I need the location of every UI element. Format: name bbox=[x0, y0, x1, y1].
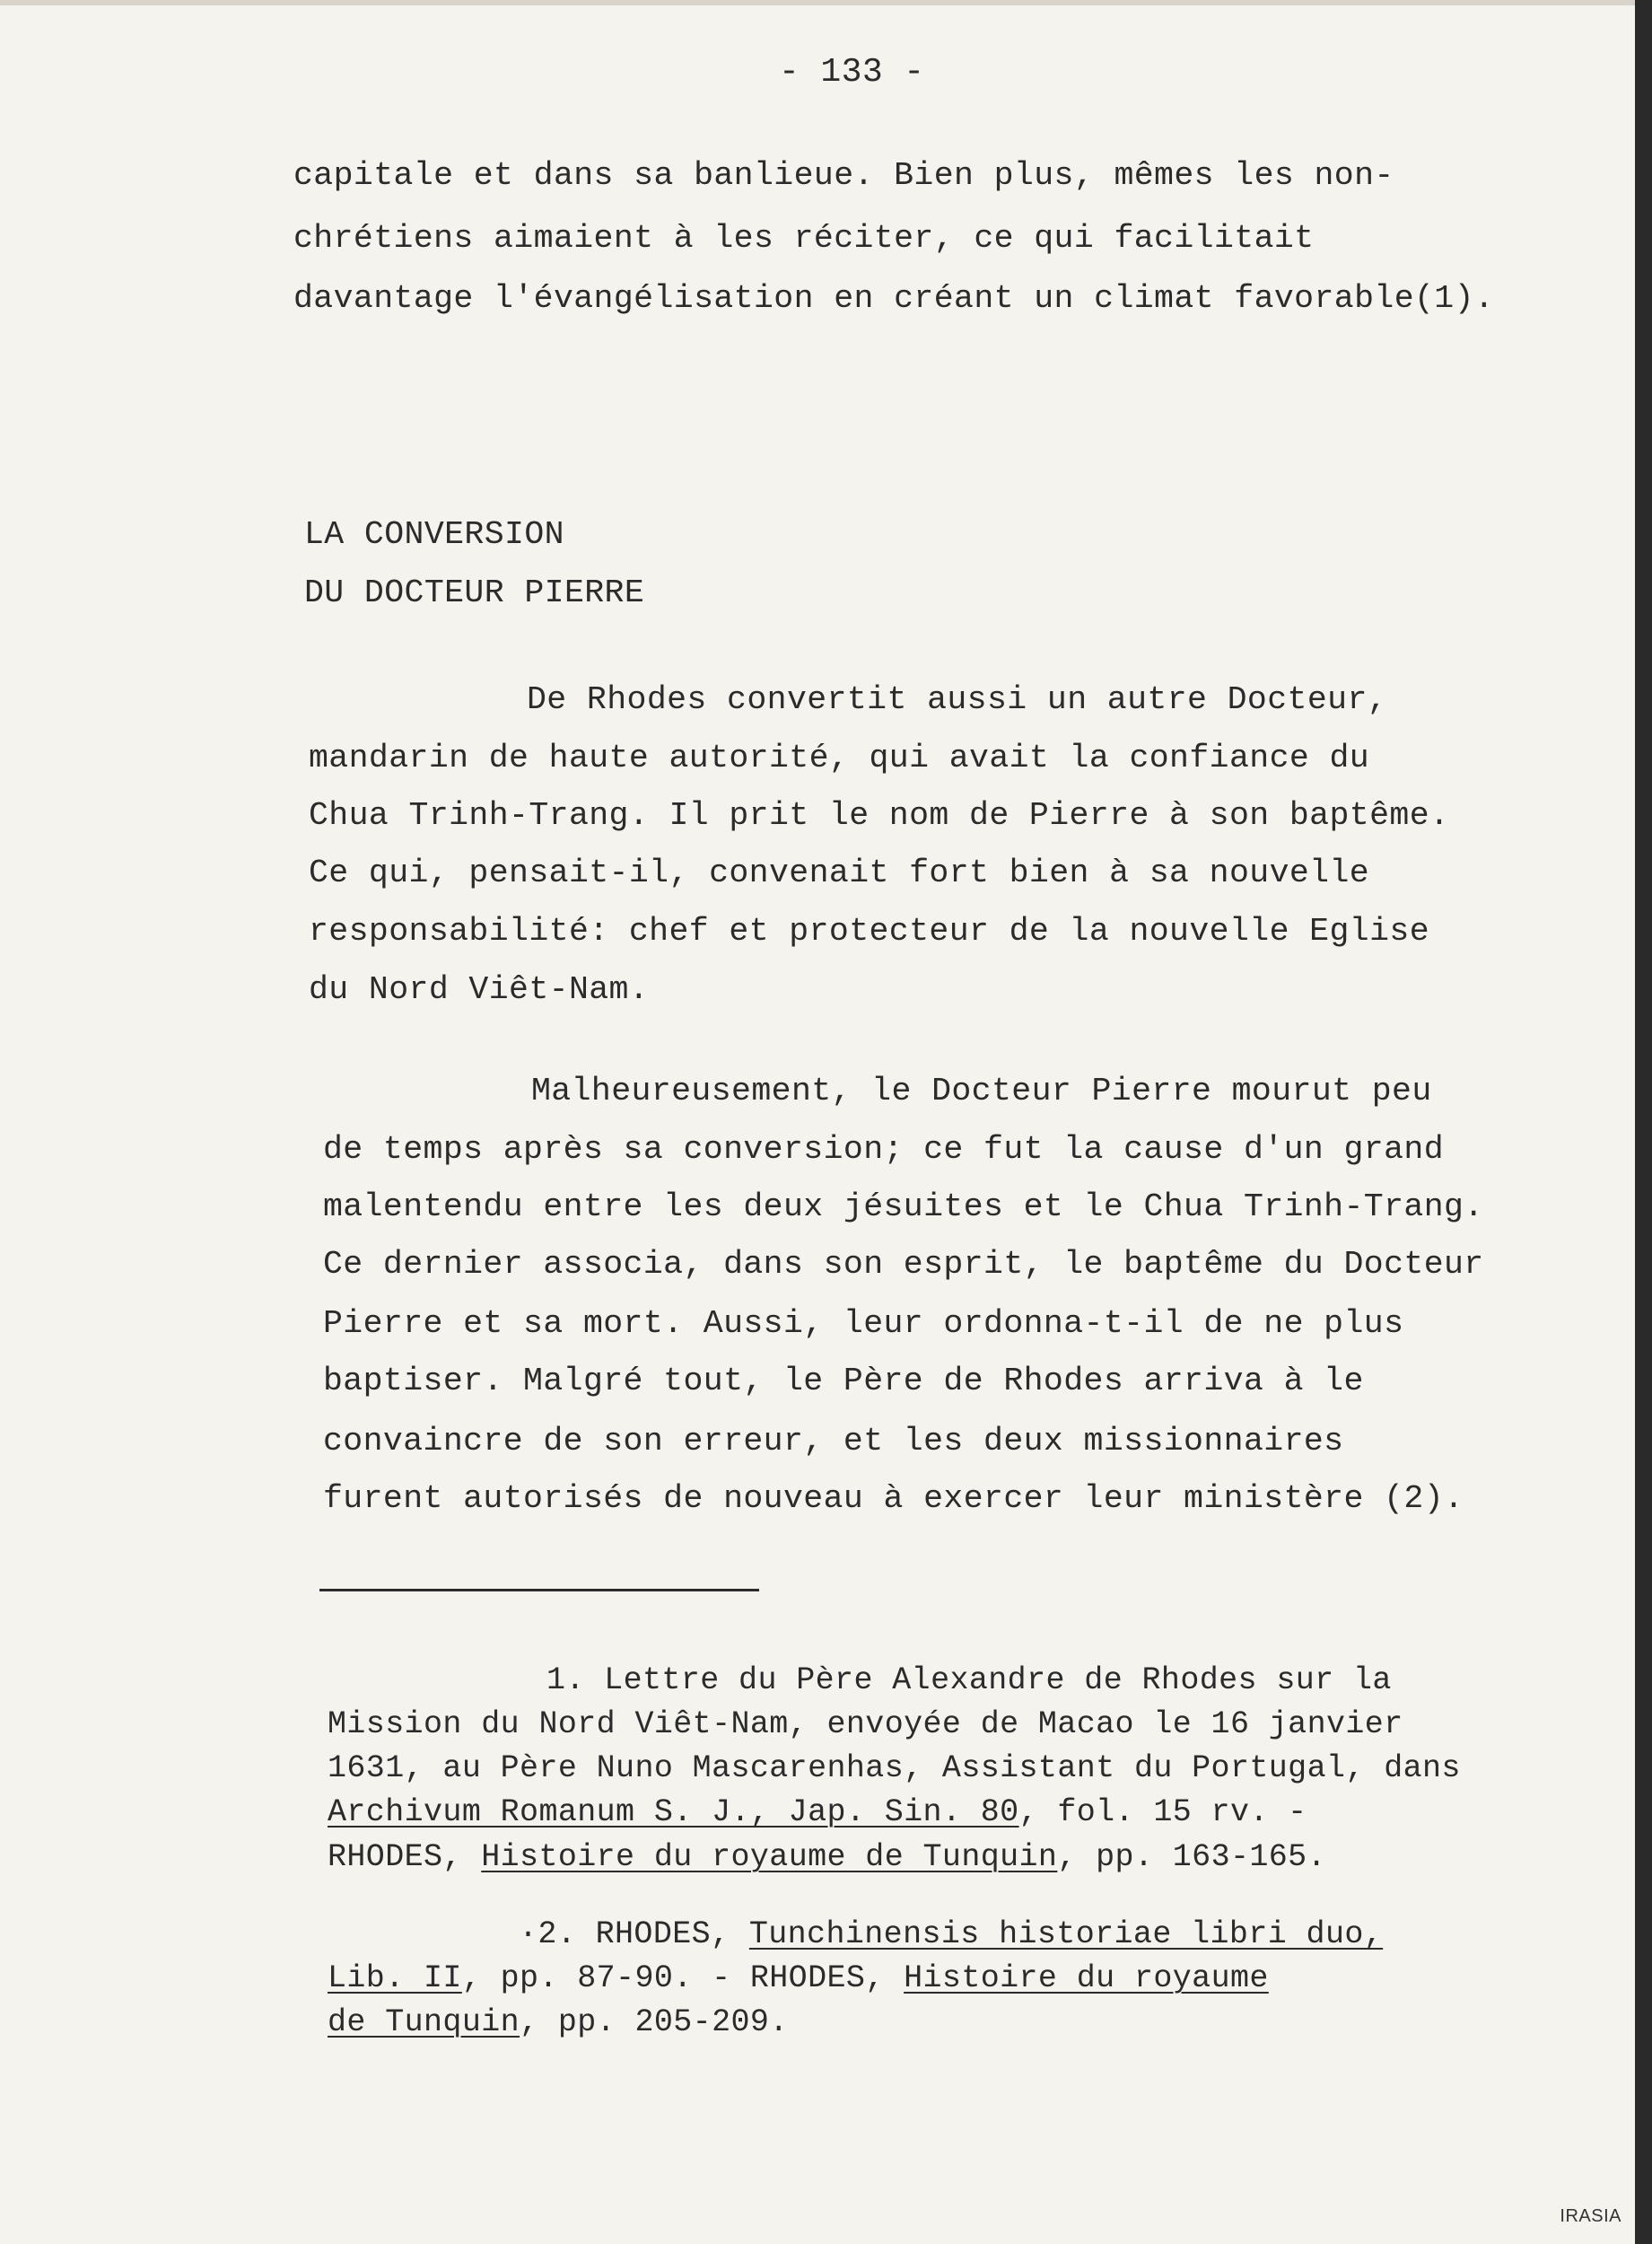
footnote-1-line: 1. Lettre du Père Alexandre de Rhodes sur la bbox=[546, 1662, 1392, 1698]
footnote-1-line: 1631, au Père Nuno Mascarenhas, Assistant du Portugal, dans bbox=[328, 1750, 1461, 1786]
body-line: capitale et dans sa banlieue. Bien plus, mêmes les non- bbox=[293, 157, 1394, 194]
footnote-2-line bbox=[328, 2004, 789, 2040]
body-line: De Rhodes convertit aussi un autre Docteur, bbox=[527, 681, 1388, 718]
body-line: Chua Trinh-Trang. Il prit le nom de Pierre à son baptême. bbox=[309, 797, 1450, 834]
footnote-2-line bbox=[328, 1960, 1269, 1996]
body-line: de temps après sa conversion; ce fut la cause d'un grand bbox=[323, 1131, 1444, 1168]
body-line: responsabilité: chef et protecteur de la nouvelle Eglise bbox=[309, 913, 1429, 950]
folio-reference: , fol. 15 rv. - bbox=[1018, 1794, 1307, 1830]
footnote-1-line bbox=[328, 1794, 1307, 1830]
archive-reference: Archivum Romanum S. J., Jap. Sin. 80 bbox=[328, 1794, 1019, 1830]
scan-edge bbox=[1635, 0, 1652, 2244]
book-title: de Tunquin bbox=[328, 2004, 520, 2040]
page-number: - 133 - bbox=[779, 53, 925, 92]
footnote-separator bbox=[319, 1589, 759, 1591]
body-line: du Nord Viêt-Nam. bbox=[309, 971, 650, 1008]
body-line: chrétiens aimaient à les réciter, ce qui facilitait bbox=[293, 220, 1315, 257]
body-line: baptiser. Malgré tout, le Père de Rhodes arriva à le bbox=[323, 1363, 1364, 1399]
page-range: , pp. 205-209. bbox=[520, 2004, 789, 2040]
section-heading-line-2: DU DOCTEUR PIERRE bbox=[304, 574, 645, 611]
footnote-1-line: Mission du Nord Viêt-Nam, envoyée de Macao le 16 janvier bbox=[328, 1706, 1403, 1742]
body-line: Ce dernier associa, dans son esprit, le baptême du Docteur bbox=[323, 1246, 1484, 1283]
body-line: Ce qui, pensait-il, convenait fort bien à sa nouvelle bbox=[309, 855, 1370, 891]
body-line: Pierre et sa mort. Aussi, leur ordonna-t-il de ne plus bbox=[323, 1305, 1404, 1342]
body-line: malentendu entre les deux jésuites et le Chua Trinh-Trang. bbox=[323, 1188, 1484, 1225]
author-name: RHODES, bbox=[328, 1839, 482, 1875]
body-line: davantage l'évangélisation en créant un climat favorable(1). bbox=[293, 280, 1495, 317]
book-volume: Lib. II bbox=[328, 1960, 462, 1996]
footnote-1-line bbox=[328, 1839, 1326, 1875]
body-line: furent autorisés de nouveau à exercer leur ministère (2). bbox=[323, 1480, 1464, 1517]
book-title: Tunchinensis historiae libri duo, bbox=[748, 1916, 1384, 1952]
book-title: Histoire du royaume de Tunquin bbox=[481, 1839, 1058, 1875]
page-range: , pp. 87-90. - RHODES, bbox=[461, 1960, 905, 1996]
book-title: Histoire du royaume bbox=[904, 1960, 1269, 1996]
footnote-2-prefix: ·2. RHODES, bbox=[519, 1916, 749, 1952]
body-line: mandarin de haute autorité, qui avait la confiance du bbox=[309, 740, 1370, 776]
section-heading-line-1: LA CONVERSION bbox=[304, 516, 564, 553]
footnote-2-line bbox=[519, 1916, 1384, 1952]
archive-stamp: IRASIA bbox=[1560, 2206, 1621, 2226]
body-line: convaincre de son erreur, et les deux missionnaires bbox=[323, 1423, 1344, 1459]
body-line: Malheureusement, le Docteur Pierre mourut peu bbox=[531, 1073, 1432, 1109]
page-top-edge bbox=[0, 0, 1635, 5]
page-range: , pp. 163-165. bbox=[1057, 1839, 1326, 1875]
